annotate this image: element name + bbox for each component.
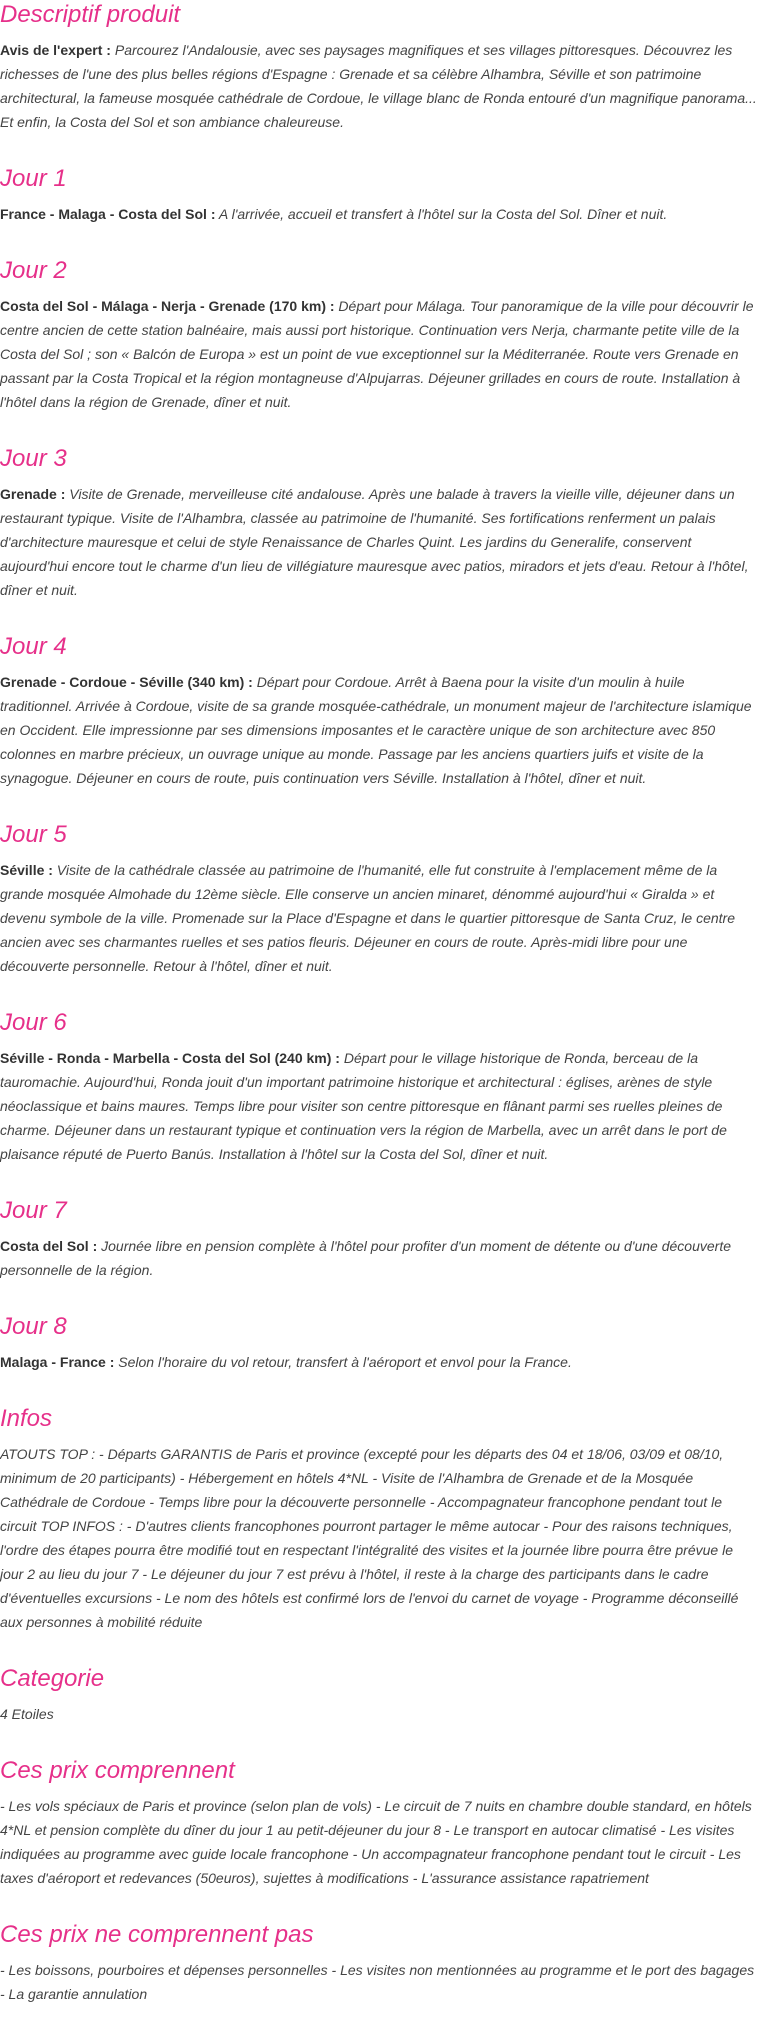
section-jour-3 bbox=[0, 444, 758, 602]
section-title: Jour 3 bbox=[0, 445, 67, 472]
section-body bbox=[0, 1958, 758, 2006]
section-body bbox=[0, 1234, 758, 1282]
section-title: Descriptif produit bbox=[0, 1, 181, 28]
section-body bbox=[0, 670, 758, 790]
section-text: Visite de Grenade, merveilleuse cité andalouse. Après une balade à travers la vieille ville, déjeuner dans un restaurant typique. Visite de l'Alhambra, classée au patrimoine de l'humanité. Ses fortifications renferment un palais d'architecture mauresque et celui de style Renaissance de Charles Quint. Les jardins du Generalife, conservent aujourd'hui encore tout le charme d'un lieu de villégiature mauresque avec patios, miradors et jets d'eau. Retour à l'hôtel, dîner et nuit. bbox=[0, 486, 749, 598]
section-prix-comprennent bbox=[0, 1756, 758, 1890]
section-body bbox=[0, 38, 758, 134]
section-jour-1 bbox=[0, 164, 758, 226]
section-categorie bbox=[0, 1664, 758, 1726]
section-lead: Costa del Sol - Málaga - Nerja - Grenade (170 km) : bbox=[0, 298, 335, 314]
section-lead: Costa del Sol : bbox=[0, 1238, 98, 1254]
section-body bbox=[0, 1794, 758, 1890]
section-text: Départ pour le village historique de Ronda, berceau de la tauromachie. Aujourd'hui, Ronda jouit d'un important patrimoine historique et architectural : églises, arènes de style néoclassique et bains maures. Temps libre pour visiter son centre pittoresque en flânant parmi ses ruelles pleines de charme. Déjeuner dans un restaurant typique et continuation vers la région de Marbella, avec un arrêt dans le port de plaisance réputé de Puerto Banús. Installation à l'hôtel sur la Costa del Sol, dîner et nuit. bbox=[0, 1050, 727, 1162]
section-body bbox=[0, 202, 758, 226]
section-text: Départ pour Málaga. Tour panoramique de la ville pour découvrir le centre ancien de cette station balnéaire, mais aussi port historique. Continuation vers Nerja, charmante petite ville de la Costa del Sol ; son « Balcón de Europa » est un point de vue exceptionnel sur la Méditerranée. Route vers Grenade en passant par la Costa Tropical et la région montagneuse d'Alpujarras. Déjeuner grillades en cours de route. Installation à l'hôtel dans la région de Grenade, dîner et nuit. bbox=[0, 298, 754, 410]
section-text: - Les boissons, pourboires et dépenses personnelles - Les visites non mentionnées au programme et le port des bagages - La garantie annulation bbox=[0, 1962, 755, 2002]
section-title: Ces prix comprennent bbox=[0, 1757, 235, 1784]
section-text: ATOUTS TOP : - Départs GARANTIS de Paris et province (excepté pour les départs des 04 et 18/06, 03/09 et 08/10, minimum de 20 participants) - Hébergement en hôtels 4*NL - Visite de l'Alhambra de Grenade et de la Mosquée Cathédrale de Cordoue - Temps libre pour la découverte personnelle - Accompagnateur francophone pendant tout le circuit TOP INFOS : - D'autres clients francophones pourront partager le même autocar - Pour des raisons techniques, l'ordre des étapes pourra être modifié tout en respectant l'intégralité des visites et la journée libre pourra être prévue le jour 2 au lieu du jour 7 - Le déjeuner du jour 7 est prévu à l'hôtel, il reste à la charge des participants dans le cadre d'éventuelles excursions - Le nom des hôtels est confirmé lors de l'envoi du carnet de voyage - Programme déconseillé aux personnes à mobilité réduite bbox=[0, 1446, 739, 1630]
section-title: Jour 5 bbox=[0, 821, 67, 848]
section-title: Jour 4 bbox=[0, 633, 67, 660]
section-lead: Malaga - France : bbox=[0, 1354, 115, 1370]
section-jour-5 bbox=[0, 820, 758, 978]
section-text: Selon l'horaire du vol retour, transfert à l'aéroport et envol pour la France. bbox=[114, 1354, 572, 1370]
section-jour-2 bbox=[0, 256, 758, 414]
section-jour-4 bbox=[0, 632, 758, 790]
section-lead: Grenade - Cordoue - Séville (340 km) : bbox=[0, 674, 253, 690]
section-title: Ces prix ne comprennent pas bbox=[0, 1921, 314, 1948]
section-title: Infos bbox=[0, 1405, 53, 1432]
section-title: Jour 1 bbox=[0, 165, 67, 192]
section-jour-7 bbox=[0, 1196, 758, 1282]
section-text: Départ pour Cordoue. Arrêt à Baena pour la visite d'un moulin à huile traditionnel. Arrivée à Cordoue, visite de sa grande mosquée-cathédrale, un monument majeur de l'architecture islamique en Occident. Elle impressionne par ses dimensions imposantes et le caractère unique de son architecture avec 850 colonnes en marbre précieux, un ouvrage unique au monde. Passage par les anciens quartiers juifs et visite de la synagogue. Déjeuner en cours de route, puis continuation vers Séville. Installation à l'hôtel, dîner et nuit. bbox=[0, 674, 752, 786]
section-jour-8 bbox=[0, 1312, 758, 1374]
section-text: Parcourez l'Andalousie, avec ses paysages magnifiques et ses villages pittoresques. Découvrez les richesses de l'une des plus belles régions d'Espagne : Grenade et sa célèbre Alhambra, Séville et son patrimoine architectural, la fameuse mosquée cathédrale de Cordoue, le village blanc de Ronda entouré d'un magnifique panorama... Et enfin, la Costa del Sol et son ambiance chaleureuse. bbox=[0, 42, 757, 130]
section-jour-6 bbox=[0, 1008, 758, 1166]
section-descriptif bbox=[0, 0, 758, 134]
section-text: Visite de la cathédrale classée au patrimoine de l'humanité, elle fut construite à l'emplacement même de la grande mosquée Almohade du 12ème siècle. Elle conserve un ancien minaret, dénommé aujourd'hui « Giralda » et devenu symbole de la ville. Promenade sur la Place d'Espagne et dans le quartier pittoresque de Santa Cruz, le centre ancien avec ses charmantes ruelles et ses patios fleuris. Déjeuner en cours de route. Après-midi libre pour une découverte personnelle. Retour à l'hôtel, dîner et nuit. bbox=[0, 862, 735, 974]
section-prix-ne-comprennent-pas bbox=[0, 1920, 758, 2006]
section-lead: Séville : bbox=[0, 862, 53, 878]
section-body bbox=[0, 1350, 758, 1374]
section-body bbox=[0, 1046, 758, 1166]
section-title: Categorie bbox=[0, 1665, 105, 1692]
section-title: Jour 7 bbox=[0, 1197, 67, 1224]
section-text: - Les vols spéciaux de Paris et province (selon plan de vols) - Le circuit de 7 nuits en chambre double standard, en hôtels 4*NL et pension complète du dîner du jour 1 au petit-déjeuner du jour 8 - Le transport en autocar climatisé - Les visites indiquées au programme avec guide locale francophone - Un accompagnateur francophone pendant tout le circuit - Les taxes d'aéroport et redevances (50euros), sujettes à modifications - L'assurance assistance rapatriement bbox=[0, 1798, 752, 1886]
section-title: Jour 6 bbox=[0, 1009, 67, 1036]
section-body bbox=[0, 1442, 758, 1634]
section-body bbox=[0, 482, 758, 602]
section-body bbox=[0, 1702, 758, 1726]
section-lead: France - Malaga - Costa del Sol : bbox=[0, 206, 216, 222]
section-lead: Grenade : bbox=[0, 486, 66, 502]
section-body bbox=[0, 858, 758, 978]
section-lead: Séville - Ronda - Marbella - Costa del Sol (240 km) : bbox=[0, 1050, 340, 1066]
section-lead: Avis de l'expert : bbox=[0, 42, 111, 58]
section-title: Jour 2 bbox=[0, 257, 67, 284]
section-title: Jour 8 bbox=[0, 1313, 67, 1340]
section-text: A l'arrivée, accueil et transfert à l'hôtel sur la Costa del Sol. Dîner et nuit. bbox=[215, 206, 668, 222]
section-text: Journée libre en pension complète à l'hôtel pour profiter d'un moment de détente ou d'une découverte personnelle de la région. bbox=[0, 1238, 732, 1278]
section-text: 4 Etoiles bbox=[0, 1706, 54, 1722]
section-infos bbox=[0, 1404, 758, 1634]
section-body bbox=[0, 294, 758, 414]
